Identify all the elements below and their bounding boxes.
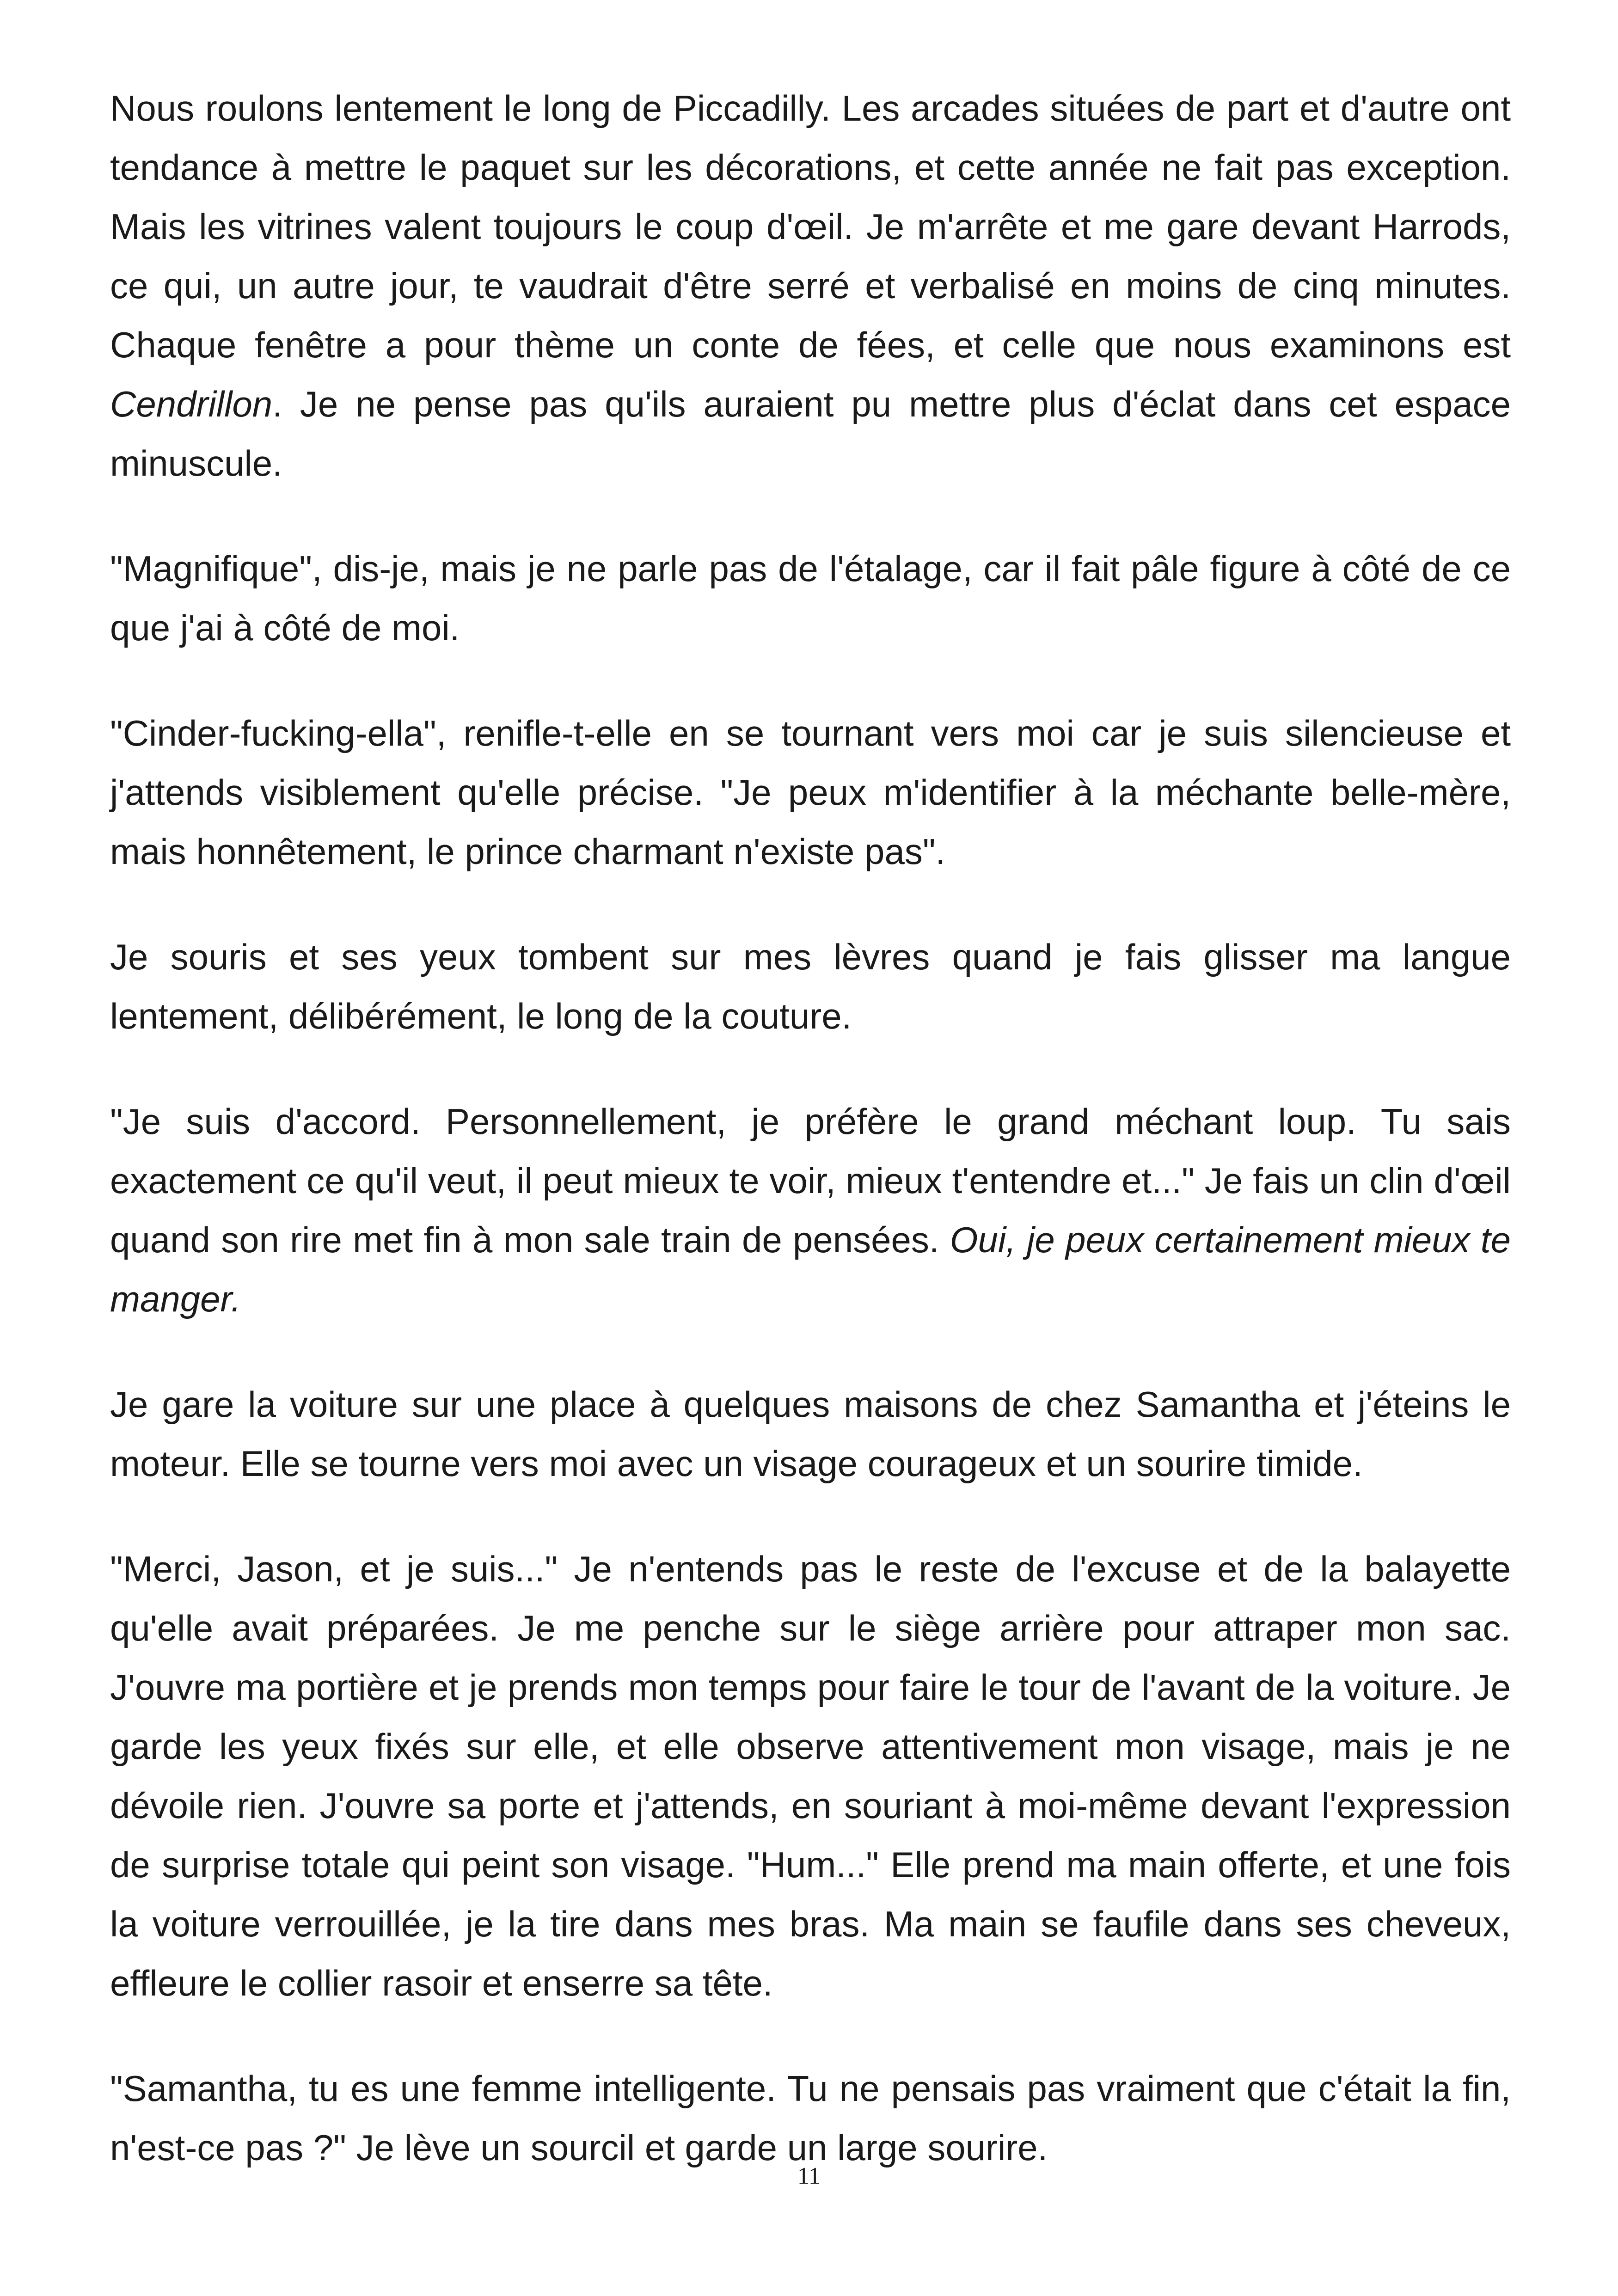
paragraph-2 [110, 539, 1511, 657]
paragraph-8-text: "Samantha, tu es une femme intelligente. Tu ne pensais pas vraiment que c'était la fin, n'est-ce pas ?" Je lève un sourcil et garde un large sourire. [110, 2068, 1511, 2168]
paragraph-5-italic-thought: Oui, je peux certainement mieux te manger. [110, 1219, 1511, 1319]
paragraph-1-italic-title: Cendrillon [110, 384, 273, 424]
paragraph-1 [110, 79, 1511, 493]
paragraph-5-text: "Je suis d'accord. Personnellement, je préfère le grand méchant loup. Tu sais exactement ce qu'il veut, il peut mieux te voir, mieux t'entendre et..." Je fais un clin d'œil quand son rire met fin à mon sale train de pensées. [110, 1101, 1511, 1260]
paragraph-6 [110, 1375, 1511, 1493]
paragraph-6-text: Je gare la voiture sur une place à quelques maisons de chez Samantha et j'éteins le moteur. Elle se tourne vers moi avec un visage courageux et un sourire timide. [110, 1384, 1511, 1484]
paragraph-4 [110, 927, 1511, 1046]
page-body [110, 79, 1511, 2223]
paragraph-8 [110, 2059, 1511, 2177]
paragraph-3 [110, 704, 1511, 881]
paragraph-2-text: "Magnifique", dis-je, mais je ne parle pas de l'étalage, car il fait pâle figure à côté de ce que j'ai à côté de moi. [110, 548, 1511, 648]
paragraph-7-text: "Merci, Jason, et je suis..." Je n'entends pas le reste de l'excuse et de la balayette qu'elle avait préparées. Je me penche sur le siège arrière pour attraper mon sac. J'ouvre ma portière et je prends mon temps pour faire le tour de l'avant de la voiture. Je garde les yeux fixés sur elle, et elle observe attentivement mon visage, mais je ne dévoile rien. J'ouvre sa porte et j'attends, en souriant à moi-même devant l'expression de surprise totale qui peint son visage. "Hum..." Elle prend ma main offerte, et une fois la voiture verrouillée, je la tire dans mes bras. Ma main se faufile dans ses cheveux, effleure le collier rasoir et enserre sa tête. [110, 1549, 1511, 2003]
paragraph-5 [110, 1092, 1511, 1329]
page-number: 11 [797, 2163, 821, 2189]
paragraph-3-text: "Cinder-fucking-ella", renifle-t-elle en se tournant vers moi car je suis silencieuse et j'attends visiblement qu'elle précise. "Je peux m'identifier à la méchante belle-mère, mais honnêtement, le prince charmant n'existe pas". [110, 713, 1511, 872]
paragraph-4-text: Je souris et ses yeux tombent sur mes lèvres quand je fais glisser ma langue lentement, délibérément, le long de la couture. [110, 937, 1511, 1036]
paragraph-1-text-a: Nous roulons lentement le long de Piccadilly. Les arcades situées de part et d'autre ont tendance à mettre le paquet sur les décorations, et cette année ne fait pas exception. Mais les vitrines valent toujours le coup d'œil. Je m'arrête et me gare devant Harrods, ce qui, un autre jour, te vaudrait d'être serré et verbalisé en moins de cinq minutes. Chaque fenêtre a pour thème un conte de fées, et celle que nous examinons est [110, 88, 1511, 365]
paragraph-1-text-b: . Je ne pense pas qu'ils auraient pu mettre plus d'éclat dans cet espace minuscule. [110, 384, 1511, 484]
paragraph-7 [110, 1539, 1511, 2013]
